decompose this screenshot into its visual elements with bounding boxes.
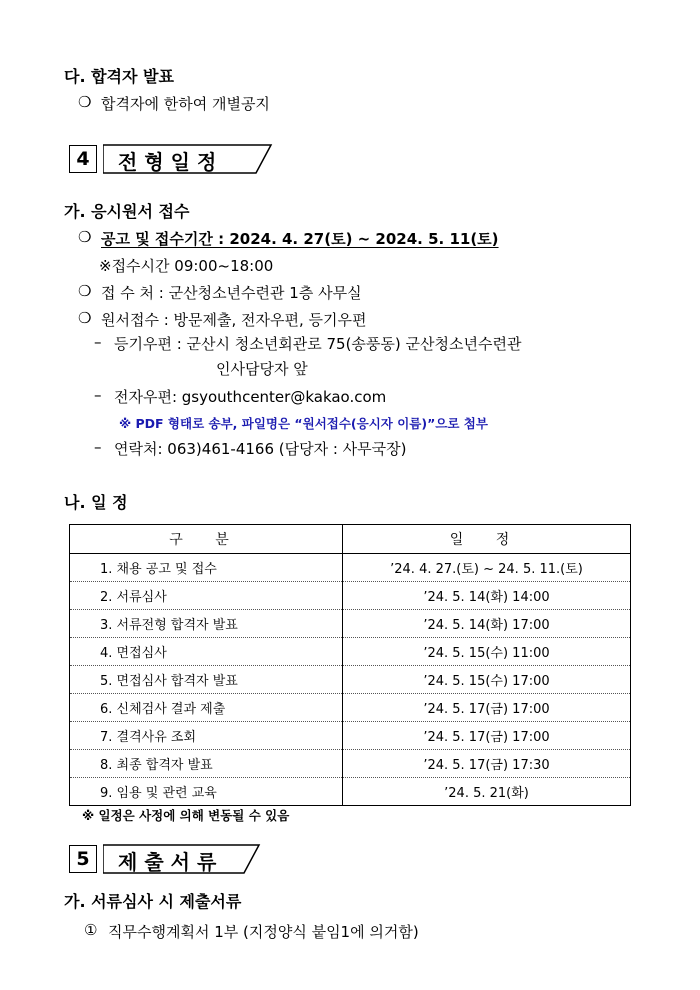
document-item-marker: ① bbox=[84, 921, 98, 939]
schedule-item: 8. 최종 합격자 발표 bbox=[70, 750, 343, 778]
email-dash: – bbox=[94, 386, 102, 404]
email-format-note: ※ PDF 형태로 송부, 파일명은 “원서접수(응시자 이름)”으로 첨부 bbox=[119, 416, 488, 431]
document-item-text: 직무수행계획서 1부 (지정양식 붙임1에 의거함) bbox=[108, 923, 419, 941]
schedule-date: ’24. 5. 21(화) bbox=[343, 778, 631, 806]
section4-title: 전형일정 bbox=[118, 150, 224, 174]
table-row bbox=[70, 694, 631, 722]
reception-hours-note: ※접수시간 09:00~18:00 bbox=[99, 257, 274, 275]
section4-number: 4 bbox=[69, 145, 97, 173]
announcement-text: 합격자에 한하여 개별공지 bbox=[101, 95, 270, 113]
table-row bbox=[70, 722, 631, 750]
submission-method: 원서접수 : 방문제출, 전자우편, 등기우편 bbox=[101, 311, 367, 329]
schedule-table bbox=[69, 524, 631, 806]
section5-ga-heading: 가. 서류심사 시 제출서류 bbox=[64, 892, 242, 911]
schedule-item: 5. 면접심사 합격자 발표 bbox=[70, 666, 343, 694]
place-bullet: ❍ bbox=[78, 282, 92, 300]
table-row bbox=[70, 750, 631, 778]
application-period: 공고 및 접수기간 : 2024. 4. 27(토) ~ 2024. 5. 11(토) bbox=[101, 230, 499, 248]
period-bullet: ❍ bbox=[78, 228, 92, 246]
section5-number: 5 bbox=[69, 845, 97, 873]
schedule-date: ’24. 5. 17(금) 17:00 bbox=[343, 694, 631, 722]
registered-mail-address: 등기우편 : 군산시 청소년회관로 75(송풍동) 군산청소년수련관 bbox=[114, 335, 522, 353]
schedule-header-category: 구 분 bbox=[70, 525, 343, 554]
schedule-item: 7. 결격사유 조회 bbox=[70, 722, 343, 750]
section5-title: 제출서류 bbox=[118, 850, 224, 874]
schedule-date: ’24. 5. 14(화) 17:00 bbox=[343, 610, 631, 638]
table-row bbox=[70, 666, 631, 694]
contact-info: 연락처: 063)461-4166 (담당자 : 사무국장) bbox=[114, 440, 407, 458]
reception-place: 접 수 처 : 군산청소년수련관 1층 사무실 bbox=[101, 284, 362, 302]
schedule-item: 1. 채용 공고 및 접수 bbox=[70, 554, 343, 582]
schedule-date: ’24. 5. 17(금) 17:30 bbox=[343, 750, 631, 778]
schedule-item: 9. 임용 및 관련 교육 bbox=[70, 778, 343, 806]
schedule-date: ’24. 5. 14(화) 14:00 bbox=[343, 582, 631, 610]
schedule-date: ’24. 5. 15(수) 17:00 bbox=[343, 666, 631, 694]
schedule-item: 4. 면접심사 bbox=[70, 638, 343, 666]
schedule-change-note: ※ 일정은 사정에 의해 변동될 수 있음 bbox=[82, 808, 290, 823]
table-row bbox=[70, 610, 631, 638]
schedule-date: ’24. 5. 15(수) 11:00 bbox=[343, 638, 631, 666]
contact-dash: – bbox=[94, 438, 102, 456]
method-bullet: ❍ bbox=[78, 309, 92, 327]
registered-mail-dash: – bbox=[94, 333, 102, 351]
announcement-bullet: ❍ bbox=[78, 93, 92, 111]
table-row bbox=[70, 582, 631, 610]
table-row bbox=[70, 554, 631, 582]
section4-na-heading: 나. 일 정 bbox=[64, 493, 128, 512]
schedule-header-date: 일 정 bbox=[343, 525, 631, 554]
schedule-header-row bbox=[70, 525, 631, 554]
schedule-item: 2. 서류심사 bbox=[70, 582, 343, 610]
schedule-date: ’24. 4. 27.(토) ~ 24. 5. 11.(토) bbox=[390, 562, 583, 577]
email-address: 전자우편: gsyouthcenter@kakao.com bbox=[114, 388, 387, 406]
registered-mail-recipient: 인사담당자 앞 bbox=[216, 360, 308, 378]
schedule-date: ’24. 5. 17(금) 17:00 bbox=[343, 722, 631, 750]
table-row bbox=[70, 638, 631, 666]
section-da-heading: 다. 합격자 발표 bbox=[64, 67, 174, 86]
schedule-item: 3. 서류전형 합격자 발표 bbox=[70, 610, 343, 638]
table-row bbox=[70, 778, 631, 806]
schedule-item: 6. 신체검사 결과 제출 bbox=[70, 694, 343, 722]
section4-ga-heading: 가. 응시원서 접수 bbox=[64, 202, 190, 221]
